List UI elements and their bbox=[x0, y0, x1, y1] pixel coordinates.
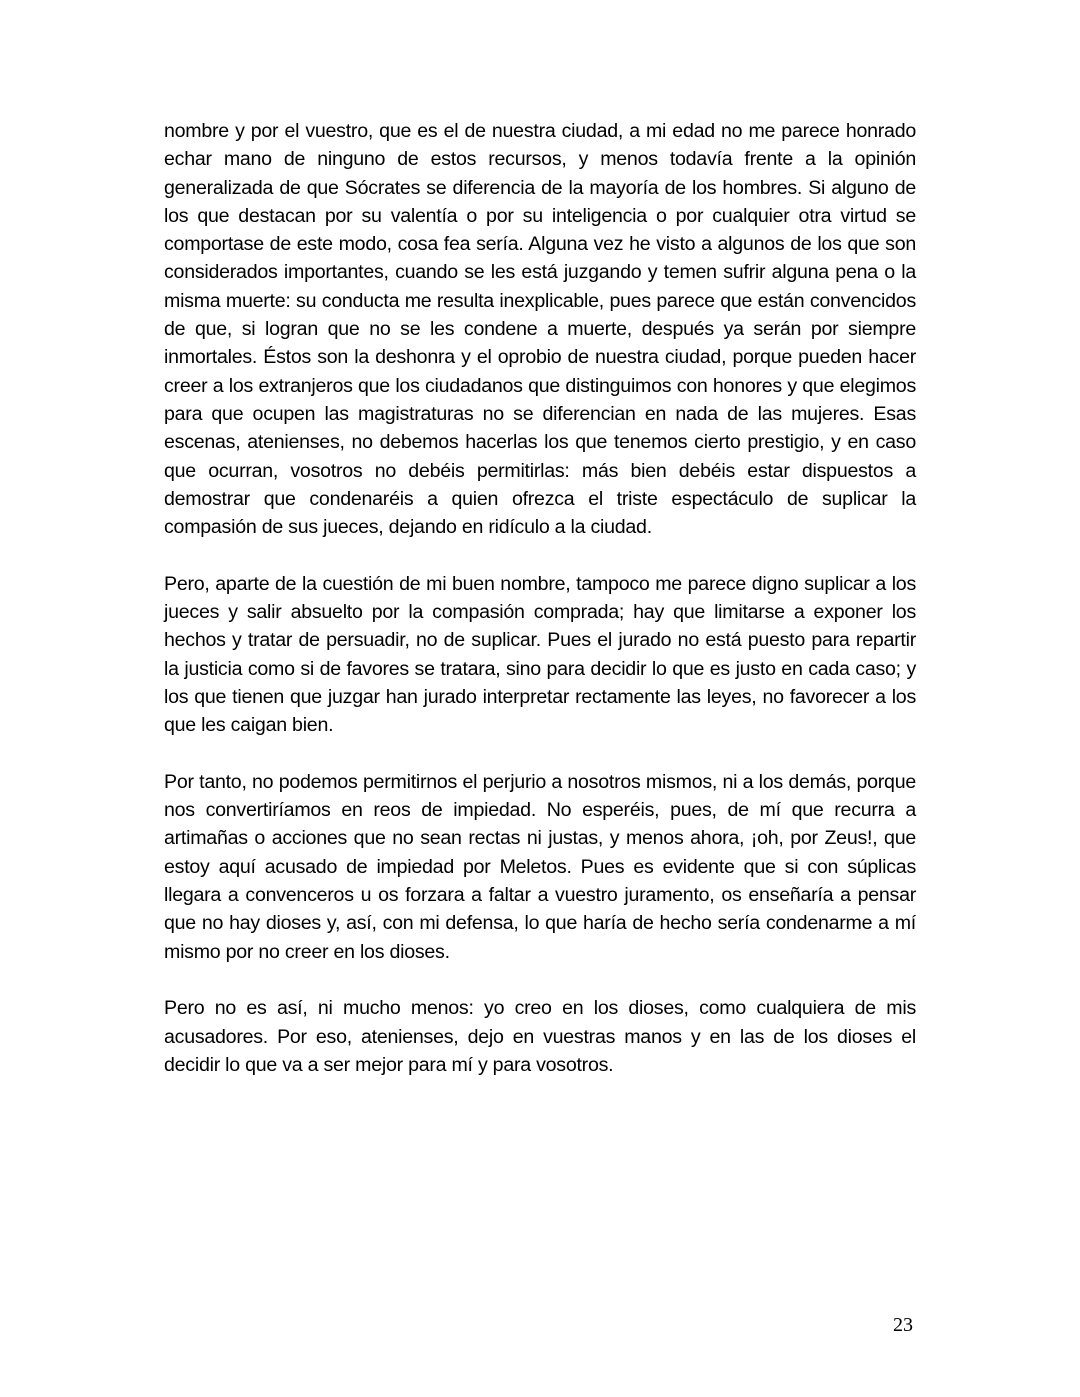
page-number: 23 bbox=[893, 1314, 913, 1336]
paragraph-2: Pero, aparte de la cuestión de mi buen nombre, tampoco me parece digno suplicar a los jueces y salir absuelto por la compasión comprada; hay que limitarse a exponer los hechos y tratar de persuadir, no de suplicar. Pues el jurado no está puesto para repartir la justicia como si de favores se tratara, sino para decidir lo que es justo en cada caso; y los que tienen que juzgar han jurado interpretar rectamente las leyes, no favorecer a los que les caigan bien. bbox=[164, 572, 916, 737]
paragraph-3: Por tanto, no podemos permitirnos el perjurio a nosotros mismos, ni a los demás, porque nos convertiríamos en reos de impiedad. No esperéis, pues, de mí que recurra a artimañas o acciones que no sean rectas ni justas, y menos ahora, ¡oh, por Zeus!, que estoy aquí acusado de impiedad por Meletos. Pues es evidente que si con súplicas llegara a convenceros u os forzara a faltar a vuestro juramento, os enseñaría a pensar que no hay dioses y, así, con mi defensa, lo que haría de hecho sería condenarme a mí mismo por no creer en los dioses. bbox=[164, 770, 916, 963]
paragraph-1: nombre y por el vuestro, que es el de nuestra ciudad, a mi edad no me parece honrado echar mano de ninguno de estos recursos, y menos todavía frente a la opinión generalizada de que Sócrates se diferencia de la mayoría de los hombres. Si alguno de los que destacan por su valentía o por su inteligencia o por cualquier otra virtud se comportase de este modo, cosa fea sería. Alguna vez he visto a algunos de los que son considerados importantes, cuando se les está juzgando y temen sufrir alguna pena o la misma muerte: su conducta me resulta inexplicable, pues parece que están convencidos de que, si logran que no se les condene a muerte, después ya serán por siempre inmortales. Éstos son la deshonra y el oprobio de nuestra ciudad, porque pueden hacer creer a los extranjeros que los ciudadanos que distinguimos con honores y que elegimos para que ocupen las magistraturas no se diferencian en nada de las mujeres. Esas escenas, atenienses, no debemos hacerlas los que tenemos cierto prestigio, y en caso que ocurran, vosotros no debéis permitirlas: más bien debéis estar dispuestos a demostrar que condenaréis a quien ofrezca el triste espectáculo de suplicar la compasión de sus jueces, dejando en ridículo a la ciudad. bbox=[164, 120, 916, 539]
body-text bbox=[164, 117, 916, 1079]
paragraph-4: Pero no es así, ni mucho menos: yo creo en los dioses, como cualquiera de mis acusadores. Por eso, atenienses, dejo en vuestras manos y en las de los dioses el decidir lo que va a ser mejor para mí y para vosotros. bbox=[164, 997, 916, 1076]
